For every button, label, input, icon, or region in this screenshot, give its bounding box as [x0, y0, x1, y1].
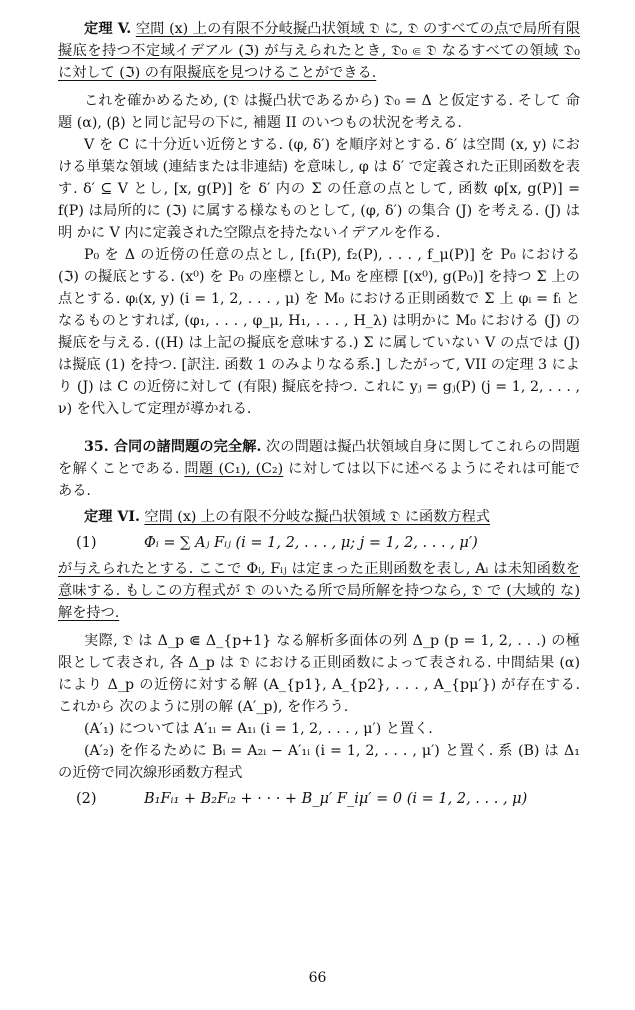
paper-page	[58, 18, 580, 814]
paragraph-polyhedra: 実際, 𝔇 は Δ_p ⋐ Δ_{p+1} なる解析多面体の列 Δ_p (p = 1, 2, . . .) の極限として表され, 各 Δ_p は 𝔇 における正則函数によって表される. 中間結果 (α) により Δ_p の近傍に対する解 (A_{p1}, A_{p2}, . . . , A_{pμ′}) が存在する. これから 次のように別の解 (A′_p), を作ろう.	[58, 633, 580, 715]
theorem-6-rest: が与えられたとする. ここで Φᵢ, Fᵢⱼ は定まった正則函数を表し, Aᵢ は未知函数を意味する. もしこの方程式が 𝔇 のいたる所で局所解を持つなら, 𝔇 で (大域的 な) 解を持つ.	[58, 561, 580, 621]
theorem-6-intro	[58, 506, 580, 528]
equation-1-body: Φᵢ = ∑ Aⱼ Fᵢⱼ (i = 1, 2, . . . , μ; j = 1, 2, . . . , μ′)	[144, 535, 478, 551]
equation-2-body: B₁Fᵢ₁ + B₂Fᵢ₂ + · · · + B_μ′ F_iμ′ = 0 (i = 1, 2, . . . , μ)	[144, 791, 528, 807]
equation-2-number: (2)	[76, 791, 97, 807]
paragraph-a1: (A′₁) については A′₁ᵢ = A₁ᵢ (i = 1, 2, . . . , μ′) と置く.	[84, 721, 433, 737]
paragraph-a2: (A′₂) を作るために Bᵢ = A₂ᵢ − A′₁ᵢ (i = 1, 2, . . . , μ′) と置く. 系 (B) は Δ₁ の近傍で同次線形函数方程式	[58, 743, 580, 781]
equation-1-number: (1)	[76, 535, 97, 551]
page-number: 66	[308, 970, 327, 986]
theorem-6-intro-text: 空間 (x) 上の有限不分岐な擬凸状領域 𝔇 に函数方程式	[144, 509, 490, 525]
paragraph-pseudobasis: P₀ を Δ の近傍の任意の点とし, [f₁(P), f₂(P), . . . , f_μ(P)] を P₀ における (ℑ) の擬底とする. (x⁰) を P₀ の座標とし, M₀ を座標 [(x⁰), g(P₀)] を持つ Σ 上の点とする. φᵢ(x, y) (i = 1, 2, . . . , μ) を M₀ における正則函数で Σ 上 φᵢ = fᵢ となるものとすれば, (φ₁, . . . , φ_μ, H₁, . . . , H_λ) は明かに M₀ における (J) の擬底を与える. ((H) は上記の擬底を意味する.) Σ に属していない V の点では (J) は擬底 (1) を持つ. [訳注. 函数 1 のみよりなる系.] したがって, VII の定理 3 により (J) は C の近傍に対して (有限) 擬底を持つ. これに yⱼ = gⱼ(P) (j = 1, 2, . . . , ν) を代入して定理が導かれる.	[58, 247, 580, 417]
paragraph-proof-intro: これを確かめるため, (𝔇 は擬凸状であるから) 𝔇₀ = Δ と仮定する. そして 命題 (α), (β) と同じ記号の下に, 補題 II のいつもの状況を考える.	[58, 93, 580, 131]
theorem-5	[58, 18, 580, 84]
section-35	[58, 436, 580, 502]
theorem-6-label: 定理 VI.	[84, 509, 140, 525]
section-35-problems: 問題 (C₁), (C₂)	[184, 461, 284, 477]
section-35-text-after: に対しては以下に述べるようにそれは可能である.	[58, 461, 580, 499]
theorem-5-label: 定理 V.	[84, 21, 132, 37]
equation-2	[58, 784, 580, 814]
theorem-6-statement	[58, 558, 580, 624]
section-35-heading: 35. 合同の諸問題の完全解.	[84, 439, 262, 455]
theorem-5-statement: 空間 (x) 上の有限不分岐擬凸状領域 𝔇 に, 𝔇 のすべての点で局所有限擬底を持つ不定域イデアル (ℑ) が与えられたとき, 𝔇₀ ⋐ 𝔇 なるすべての領域 𝔇₀ に対して (ℑ) の有限擬底を見つけることができる.	[58, 21, 581, 81]
equation-1	[58, 528, 580, 558]
section-35-text-before: 次の問題は擬凸状領域自身に関してこれらの問題を解くことである.	[58, 439, 580, 477]
paragraph-neighborhood: V を C に十分近い近傍とする. (φ, δ′) を順序対とする. δ′ は空間 (x, y) における単葉な領域 (連結または非連結) を意味し, φ は δ′ で定義された正則函数を表す. δ′ ⊆ V とし, [x, g(P)] を δ′ 内の Σ の任意の点として, 函数 φ[x, g(P)] = f(P) は局所的に (ℑ) に属する様なものとして, (φ, δ′) の集合 (J) を考える. (J) は 明 かに V 内に定義された空隙点を持たないイデアルを作る.	[58, 137, 580, 241]
